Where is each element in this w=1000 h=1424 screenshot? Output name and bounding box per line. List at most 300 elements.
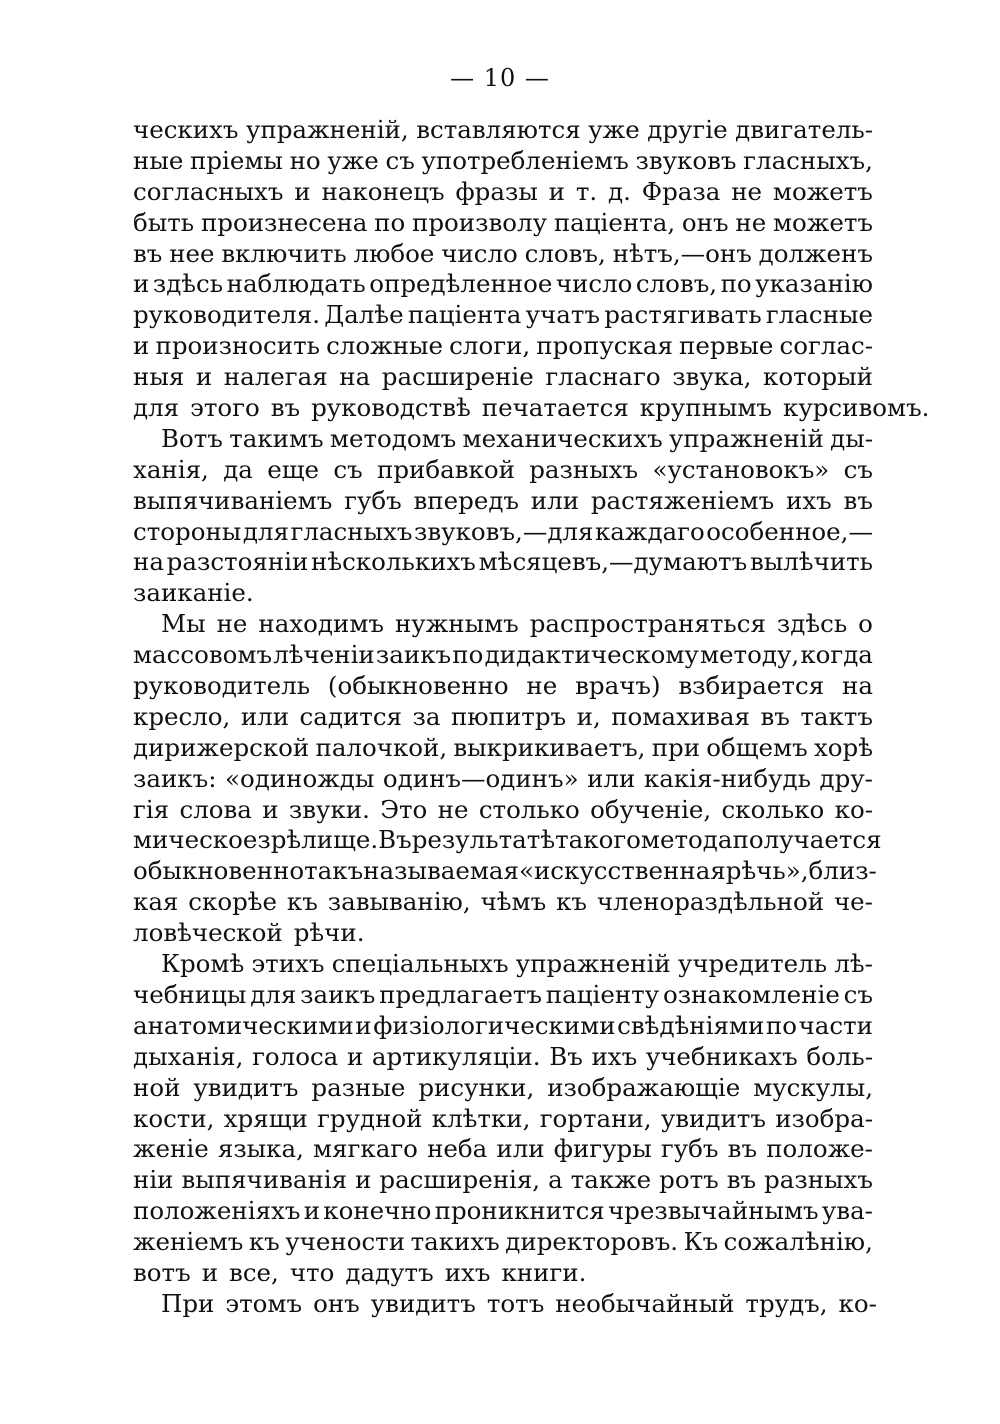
word: «искусственная — [518, 856, 726, 886]
word: анатомическими — [133, 1010, 354, 1040]
word: заикъ: — [133, 763, 217, 793]
text-line — [133, 269, 873, 300]
text-line — [133, 146, 873, 177]
word: изображающiе — [547, 1072, 741, 1102]
word: хрящи — [223, 1103, 308, 1133]
word: и — [133, 331, 150, 361]
word: увидитъ — [370, 1288, 476, 1318]
word: прибавкой — [377, 454, 515, 484]
word: Кромѣ — [161, 949, 245, 979]
text-line — [133, 1042, 873, 1073]
word: физiологическими — [373, 1010, 616, 1040]
word: да — [223, 454, 253, 484]
word: ува- — [821, 1196, 873, 1226]
word: палочкой, — [315, 732, 448, 762]
word: методомъ — [329, 423, 457, 453]
word: гласныхъ — [290, 516, 413, 546]
word: Въ — [378, 825, 412, 855]
word: зрѣлище. — [257, 825, 379, 855]
word: механическихъ — [462, 423, 663, 453]
word: нужнымъ — [394, 609, 519, 639]
text-line — [133, 1227, 873, 1258]
word: съ — [843, 454, 873, 484]
word: слова — [179, 794, 252, 824]
word: Въ — [549, 1041, 583, 1071]
word: языка, — [217, 1134, 304, 1164]
word: гласнаго — [545, 362, 661, 392]
word: сколько — [721, 794, 825, 824]
word: для — [242, 516, 289, 546]
word: фразы — [455, 176, 538, 206]
word: конечно — [323, 1196, 432, 1226]
word: онъ — [313, 1288, 360, 1318]
text-line — [133, 949, 873, 980]
word: столько — [478, 794, 580, 824]
word: долженъ — [758, 238, 873, 268]
word: Вотъ — [161, 423, 223, 453]
word: при — [651, 732, 701, 762]
text-line — [133, 393, 930, 424]
word: и — [548, 176, 566, 206]
word: особенное,— — [706, 516, 873, 546]
word: крупнымъ — [639, 393, 773, 423]
word: клѣтки, — [431, 1103, 531, 1133]
word: заикъ — [375, 640, 452, 670]
word: рисунки, — [418, 1072, 535, 1102]
word: результатѣ — [411, 825, 556, 855]
word: лѣ- — [834, 949, 873, 979]
word: «установокъ» — [652, 454, 830, 484]
word: Фраза — [641, 176, 721, 206]
word: ко- — [838, 1288, 877, 1318]
word: слоги, — [449, 331, 531, 361]
word: кости, — [133, 1103, 215, 1133]
word: такъ — [304, 856, 364, 886]
word: по — [452, 640, 484, 670]
word: гласныхъ, — [743, 145, 873, 175]
word: и — [303, 1196, 321, 1226]
word: рѣчи. — [293, 918, 365, 948]
word: или — [587, 763, 636, 793]
word: можетъ — [772, 176, 873, 206]
word: ознакомленiе — [662, 979, 840, 1009]
word: и, — [576, 701, 601, 731]
word: методу, — [700, 640, 800, 670]
word: въ — [727, 1134, 758, 1164]
word: нѣтъ,—онъ — [612, 238, 752, 268]
word: уже — [327, 145, 379, 175]
word: и — [355, 1010, 372, 1040]
word: пропуская — [536, 331, 673, 361]
word: не — [731, 176, 763, 206]
word: ханія, — [133, 454, 209, 484]
word: заикъ — [300, 979, 376, 1009]
word: на — [842, 671, 873, 701]
word: чѣмъ — [480, 887, 547, 917]
page-number: — 10 — — [450, 64, 550, 92]
text-line — [133, 1104, 873, 1135]
word: когда — [800, 640, 873, 670]
text-line — [133, 856, 877, 887]
word: руководитель — [133, 671, 311, 701]
word: ко- — [834, 794, 873, 824]
word: какія-нибудь — [643, 763, 811, 793]
word: распространяться — [529, 609, 766, 639]
word: произносить — [155, 331, 320, 361]
text-line — [133, 1288, 877, 1320]
text-line — [133, 115, 873, 146]
word: такимъ — [229, 423, 324, 453]
word: о — [858, 609, 873, 639]
word: части — [798, 1010, 873, 1040]
word: чебницы — [133, 979, 247, 1009]
word: учредитель — [677, 949, 828, 979]
word: для — [133, 393, 180, 423]
word: на — [133, 547, 164, 577]
word: ихъ — [786, 485, 832, 515]
text-line — [133, 1073, 873, 1104]
word: обыкновенно — [133, 856, 305, 886]
word: въ — [270, 393, 301, 423]
word: печатается — [481, 393, 629, 423]
word: рѣчь», — [725, 856, 809, 886]
word: на — [339, 362, 371, 392]
paragraph — [133, 115, 930, 424]
word: наконецъ — [321, 176, 445, 206]
word: врачъ) — [575, 671, 661, 701]
word: женiемъ — [133, 1227, 244, 1257]
word: включить — [221, 238, 347, 268]
word: звуки. — [288, 794, 370, 824]
word: указанiю — [755, 269, 873, 299]
text-line — [133, 887, 873, 918]
text-line — [133, 1196, 873, 1227]
word: общемъ — [706, 732, 808, 762]
word: разныхъ — [764, 1165, 873, 1195]
word: а — [548, 1165, 563, 1195]
word: ной — [133, 1072, 181, 1102]
text-line — [133, 1134, 873, 1165]
word: въ — [133, 238, 163, 268]
word: дадутъ — [345, 1257, 434, 1287]
word: и — [294, 176, 311, 206]
word: т. — [575, 176, 598, 206]
word: тотъ — [486, 1288, 545, 1318]
word: При — [161, 1288, 215, 1318]
word: этого — [190, 393, 260, 423]
word: артикуляцiи. — [371, 1041, 541, 1071]
word: гортани, — [539, 1103, 652, 1133]
word: для — [250, 979, 297, 1009]
paragraph — [133, 949, 873, 1289]
word: ныя — [133, 362, 185, 392]
word: гласные — [765, 300, 873, 330]
word: любое — [353, 238, 435, 268]
word: словъ, — [524, 238, 606, 268]
word: съ — [385, 145, 415, 175]
paragraph — [133, 1288, 877, 1320]
word: ихъ — [591, 1041, 638, 1071]
word: разстояніи — [166, 547, 309, 577]
word: «одиножды — [225, 763, 375, 793]
word: сложные — [326, 331, 444, 361]
word: можетъ — [772, 207, 873, 237]
word: мѣсяцевъ,—думаютъ — [478, 547, 748, 577]
text-line — [133, 239, 873, 270]
word: каждаго — [594, 516, 705, 546]
word: (обыкновенно — [327, 671, 509, 701]
word: звуковъ — [635, 145, 737, 175]
word: необычайный — [555, 1288, 735, 1318]
word: первые — [679, 331, 774, 361]
word: онъ — [681, 207, 729, 237]
word: увидитъ — [660, 1103, 766, 1133]
word: пацiента — [407, 300, 522, 330]
word: нiи — [133, 1165, 174, 1195]
word: и — [201, 1257, 219, 1287]
word: дыханiя, — [133, 1041, 244, 1071]
word: налегая — [223, 362, 328, 392]
word: выпячиванiя — [181, 1165, 348, 1195]
word: ихъ — [444, 1257, 491, 1287]
word: спеціальныхъ — [331, 949, 509, 979]
word: нее — [169, 238, 215, 268]
text-line — [133, 609, 873, 640]
text-line — [133, 578, 873, 609]
word: голоса — [252, 1041, 339, 1071]
word: наблюдать — [226, 269, 366, 299]
text-line — [133, 300, 873, 331]
word: гія — [133, 794, 170, 824]
text-line — [133, 547, 873, 578]
text-line — [133, 362, 873, 393]
word: опредѣленное — [369, 269, 553, 299]
text-line — [133, 424, 873, 455]
word: получается — [732, 825, 882, 855]
word: пацiенту — [545, 979, 660, 1009]
word: кресло, — [133, 701, 231, 731]
word: такого — [555, 825, 641, 855]
word: увидитъ — [193, 1072, 299, 1102]
word: но — [289, 145, 321, 175]
text-line — [133, 1165, 873, 1196]
word: по — [765, 1010, 797, 1040]
word: ческихъ — [133, 115, 239, 144]
word: обученіе, — [590, 794, 712, 824]
word: фигуры — [553, 1134, 652, 1164]
word: въ — [726, 1165, 757, 1195]
word: который — [763, 362, 873, 392]
word: двигатель- — [735, 115, 873, 144]
word: не — [735, 207, 767, 237]
word: впередъ — [413, 485, 519, 515]
word: не — [216, 609, 248, 639]
word: упражненій — [668, 423, 824, 453]
text-line — [133, 1011, 873, 1042]
word: словъ, — [635, 269, 718, 299]
word: за — [412, 701, 441, 731]
word: нѣсколькихъ — [311, 547, 476, 577]
word: Далѣе — [324, 300, 404, 330]
word: пюпитръ — [450, 701, 567, 731]
word: и — [355, 1165, 372, 1195]
word: произнесена — [200, 207, 368, 237]
word: ные — [133, 145, 184, 175]
word: дру- — [819, 763, 873, 793]
word: растягивать — [604, 300, 762, 330]
word: массовомъ — [133, 640, 273, 670]
text-line — [133, 455, 873, 486]
word: по — [374, 207, 406, 237]
word: стороны — [133, 516, 242, 546]
word: скорѣе — [188, 887, 278, 917]
word: кая — [133, 887, 179, 917]
word: соглас- — [779, 331, 873, 361]
word: и — [346, 1041, 364, 1071]
word: тактъ — [800, 701, 873, 731]
word: здѣсь — [776, 609, 848, 639]
paragraph — [133, 424, 873, 609]
word: выкрикиваетъ, — [453, 732, 646, 762]
word: Это — [380, 794, 428, 824]
word: одинъ—одинъ» — [382, 763, 579, 793]
word: такихъ — [410, 1227, 500, 1257]
word: и — [133, 269, 150, 299]
text-line — [133, 331, 873, 362]
word: хорѣ — [813, 732, 873, 762]
word: учатъ — [525, 300, 600, 330]
word: лѣченіи — [273, 640, 375, 670]
word: по — [720, 269, 752, 299]
word: растяженіемъ — [590, 485, 775, 515]
word: или — [240, 701, 290, 731]
word: называемая — [363, 856, 519, 886]
body-text — [133, 115, 930, 1320]
word: директоровъ. — [505, 1227, 679, 1257]
word: свѣдѣнiями — [617, 1010, 765, 1040]
word: что — [289, 1257, 335, 1287]
text-line — [133, 825, 882, 856]
text-line — [133, 640, 873, 671]
paragraph — [133, 609, 882, 949]
word: вотъ — [133, 1257, 191, 1287]
text-line — [133, 764, 873, 795]
word: мускулы, — [753, 1072, 873, 1102]
word: пацiента, — [553, 207, 676, 237]
word: ловѣческой — [133, 918, 283, 948]
text-line — [133, 702, 873, 733]
word: число — [441, 238, 518, 268]
word: ротъ — [659, 1165, 719, 1195]
word: уже — [588, 115, 640, 144]
word: изобра- — [775, 1103, 873, 1133]
word: губъ — [344, 485, 402, 515]
word: разные — [311, 1072, 406, 1102]
word: мическое — [133, 825, 258, 855]
word: ды- — [830, 423, 873, 453]
word: взбирается — [678, 671, 825, 701]
text-line — [133, 795, 873, 826]
word: этихъ — [251, 949, 325, 979]
word: садится — [299, 701, 403, 731]
word: вставляются — [416, 115, 581, 144]
word: метода — [640, 825, 733, 855]
word: дирижерской — [133, 732, 310, 762]
word: учебникахъ — [645, 1041, 798, 1071]
word: въ — [760, 701, 790, 731]
word: или — [530, 485, 580, 515]
word: и — [262, 794, 279, 824]
text-line — [133, 517, 873, 548]
word: руководствѣ — [311, 393, 471, 423]
word: Къ — [683, 1227, 719, 1257]
word: че- — [833, 887, 873, 917]
word: выпячиваніемъ — [133, 485, 333, 515]
word: завыванію, — [327, 887, 471, 917]
word: неба — [427, 1134, 488, 1164]
word: съ — [843, 979, 873, 1009]
text-line — [133, 486, 873, 517]
word: все, — [229, 1257, 279, 1287]
word: здѣсь — [152, 269, 224, 299]
word: положенiяхъ — [133, 1196, 301, 1226]
word: разныхъ — [529, 454, 639, 484]
word: съ — [333, 454, 363, 484]
word: членораздѣльной — [596, 887, 825, 917]
word: не — [437, 794, 469, 824]
word: боль- — [806, 1041, 873, 1071]
word: руководителя. — [133, 300, 320, 330]
word: еще — [267, 454, 320, 484]
word: произволу — [412, 207, 548, 237]
word: дидактическому — [484, 640, 699, 670]
text-line — [133, 177, 873, 208]
word: трудъ, — [745, 1288, 828, 1318]
word: не — [526, 671, 558, 701]
word: женiе — [133, 1134, 209, 1164]
text-line — [133, 980, 873, 1011]
word: упражненій, — [245, 115, 409, 144]
word: согласныхъ — [133, 176, 284, 206]
word: заиканіе. — [133, 578, 254, 608]
word: сожалѣнiю, — [723, 1227, 873, 1257]
text-line — [133, 1258, 873, 1289]
word: курсивомъ. — [783, 393, 930, 423]
word: учености — [285, 1227, 406, 1257]
word: предлагаетъ — [379, 979, 542, 1009]
word: звука, — [672, 362, 752, 392]
word: къ — [556, 887, 587, 917]
word: звуковъ,—для — [414, 516, 594, 546]
word: или — [496, 1134, 545, 1164]
word: число — [555, 269, 633, 299]
word: близ- — [808, 856, 877, 886]
word: чрезвычайнымъ — [607, 1196, 819, 1226]
word: въ — [843, 485, 873, 515]
word: находимъ — [258, 609, 384, 639]
text-line — [133, 918, 873, 949]
word: помахивая — [611, 701, 750, 731]
word: также — [570, 1165, 652, 1195]
word: этомъ — [225, 1288, 303, 1318]
word: другіе — [647, 115, 728, 144]
text-line — [133, 733, 873, 764]
word: быть — [133, 207, 195, 237]
word: упражненій — [515, 949, 671, 979]
word: книги. — [501, 1257, 587, 1287]
word: расширенiе — [381, 362, 534, 392]
word: къ — [248, 1227, 280, 1257]
